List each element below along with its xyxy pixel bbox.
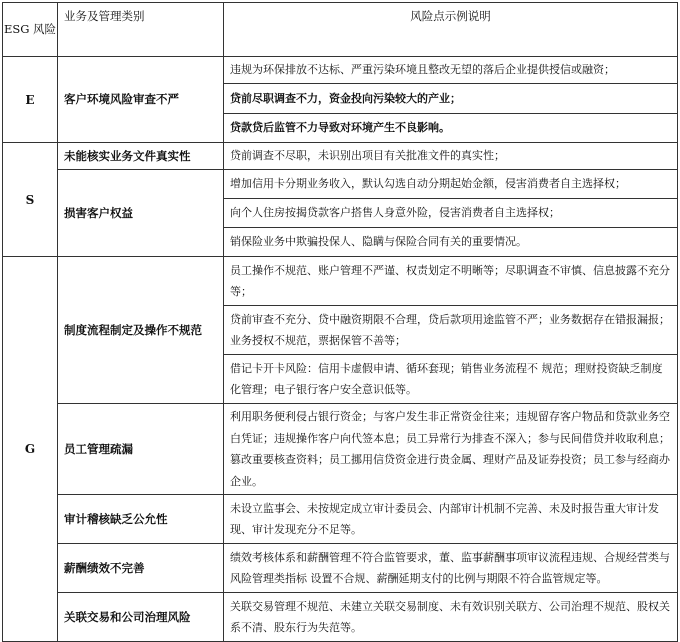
example-cell: 贷前调查不尽职，未识别出项目有关批准文件的真实性；	[224, 143, 678, 170]
example-cell: 利用职务便利侵占银行资金；与客户发生非正常资金往来；违规留存客户物品和贷款业务空白凭证；违规操作客户向代签本息；员工异常行为排查不深入；参与民间借贷并收取利息；篡改重要核查资料；员工挪用信贷资金进行贵金属、理财产品及证券投资；员工参与经商办企业。	[224, 404, 678, 495]
table-container	[2, 2, 678, 642]
esg-cell-g: G	[3, 257, 58, 642]
category-cell: 薪酬绩效不完善	[58, 544, 224, 593]
header-row	[3, 3, 678, 57]
example-cell: 员工操作不规范、账户管理不严谨、权责划定不明晰等；尽职调查不审慎、信息披露不充分等；	[224, 257, 678, 306]
example-cell: 关联交易管理不规范、未建立关联交易制度、未有效识别关联方、公司治理不规范、股权关系不清、股东行为失范等。	[224, 593, 678, 642]
table-row	[3, 170, 678, 199]
table-row	[3, 544, 678, 593]
table-row	[3, 257, 678, 306]
esg-cell-e: E	[3, 57, 58, 143]
table-row	[3, 495, 678, 544]
example-cell: 销保险业务中欺骗投保人、隐瞒与保险合同有关的重要情况。	[224, 228, 678, 257]
example-cell: 未设立监事会、未按规定成立审计委员会、内部审计机制不完善、未及时报告重大审计发现、审计发现充分不足等。	[224, 495, 678, 544]
example-cell: 借记卡开卡风险：信用卡虚假申请、循环套现；销售业务流程不 规范；理财投资缺乏制度化管理；电子银行客户安全意识低等。	[224, 355, 678, 404]
esg-cell-s: S	[3, 143, 58, 257]
table-row	[3, 143, 678, 170]
table-row	[3, 57, 678, 84]
example-cell: 贷前审查不充分、贷中融资期限不合理，贷后款项用途监管不严；业务数据存在错报漏报；业务授权不规范，票据保管不善等；	[224, 306, 678, 355]
header-esg: ESG 风险	[3, 3, 58, 57]
category-cell: 员工管理疏漏	[58, 404, 224, 495]
category-cell: 损害客户权益	[58, 170, 224, 257]
header-category: 业务及管理类别	[58, 3, 224, 57]
example-cell: 绩效考核体系和薪酬管理不符合监管要求，董、监事薪酬事项审议流程违规、合规经营类与风险管理类指标 设置不合规、薪酬延期支付的比例与期限不符合监管规定等。	[224, 544, 678, 593]
esg-risk-table	[2, 2, 678, 642]
category-cell: 制度流程制定及操作不规范	[58, 257, 224, 404]
category-cell: 未能核实业务文件真实性	[58, 143, 224, 170]
example-cell: 增加信用卡分期业务收入，默认勾选自动分期起始金额，侵害消费者自主选择权；	[224, 170, 678, 199]
example-cell: 向个人住房按揭贷款客户搭售人身意外险，侵害消费者自主选择权；	[224, 199, 678, 228]
category-cell: 关联交易和公司治理风险	[58, 593, 224, 642]
category-cell: 客户环境风险审查不严	[58, 57, 224, 143]
example-cell: 贷款贷后监管不力导致对环境产生不良影响。	[224, 114, 678, 143]
table-row	[3, 404, 678, 495]
table-row	[3, 593, 678, 642]
example-cell: 违规为环保排放不达标、严重污染环境且整改无望的落后企业提供授信或融资；	[224, 57, 678, 84]
example-cell: 贷前尽职调查不力，资金投向污染较大的产业；	[224, 84, 678, 114]
header-examples: 风险点示例说明	[224, 3, 678, 57]
category-cell: 审计稽核缺乏公允性	[58, 495, 224, 544]
